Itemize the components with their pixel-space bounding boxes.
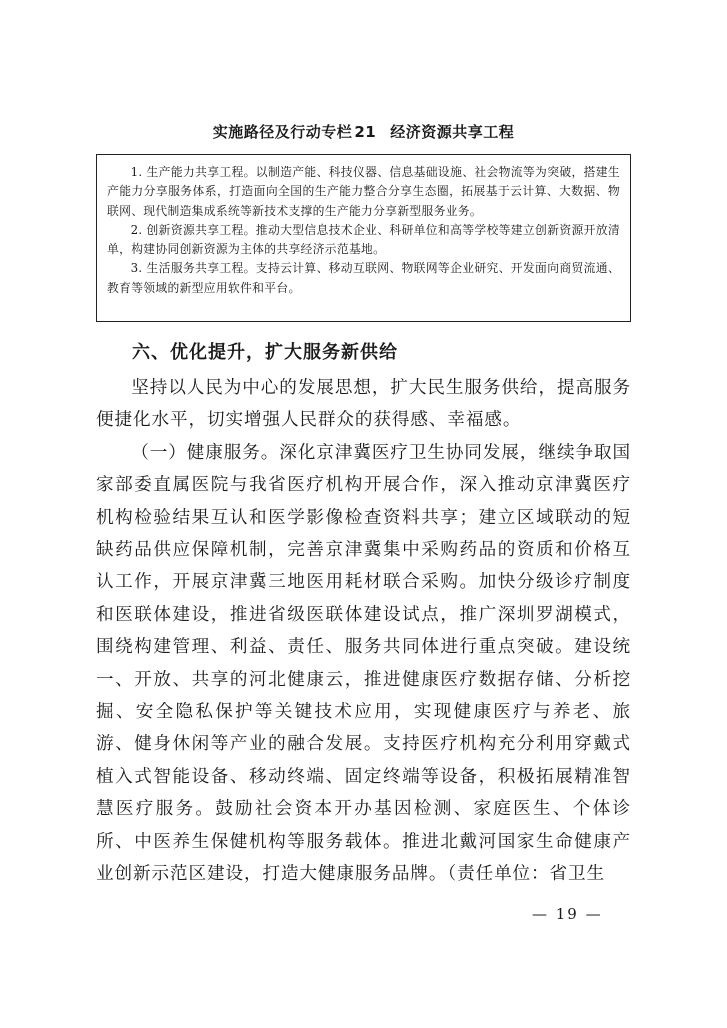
box-title-number: 21 — [354, 123, 377, 141]
box-item: 1. 生产能力共享工程。以制造产能、科技仪器、信息基础设施、社会物流等为突破，搭建生产能力分享服务体系，打造面向全国的生产能力整合分享生态圈，拓展基于云计算、大数据、物联网、现代制造集成系统等新技术支撑的生产能力分享新型服务业务。 — [107, 165, 620, 218]
box-title-prefix: 实施路径及行动专栏 — [212, 123, 353, 141]
box-title-name: 经济资源共享工程 — [390, 123, 515, 141]
project-box — [96, 154, 631, 322]
body-text — [96, 372, 631, 891]
paragraph: （一）健康服务。深化京津冀医疗卫生协同发展，继续争取国家部委直属医院与我省医疗机构开展合作，深入推动京津冀医疗机构检验结果互认和医学影像检查资料共享；建立区域联动的短缺药品供应保障机制，完善京津冀集中采购药品的资质和价格互认工作，开展京津冀三地医用耗材联合采购。加快分级诊疗制度和医联体建设，推进省级医联体建设试点，推广深圳罗湖模式，围绕构建管理、利益、责任、服务共同体进行重点突破。建设统一、开放、共享的河北健康云，推进健康医疗数据存储、分析挖掘、安全隐私保护等关键技术应用，实现健康医疗与养老、旅游、健身休闲等产业的融合发展。支持医疗机构充分利用穿戴式植入式智能设备、移动终端、固定终端等设备，积极拓展精准智慧医疗服务。鼓励社会资本开办基因检测、家庭医生、个体诊所、中医养生保健机构等服务载体。推进北戴河国家生命健康产业创新示范区建设，打造大健康服务品牌。（责任单位：省卫生 — [96, 442, 631, 885]
paragraph: 坚持以人民为中心的发展思想，扩大民生服务供给，提高服务便捷化水平，切实增强人民群众的获得感、幸福感。 — [96, 378, 631, 431]
box-title — [96, 121, 631, 142]
section-heading: 六、优化提升，扩大服务新供给 — [132, 342, 398, 363]
box-item: 3. 生活服务共享工程。支持云计算、移动互联网、物联网等企业研究、开发面向商贸流通、教育等领域的新型应用软件和平台。 — [107, 261, 620, 295]
page-number: — 19 — — [532, 905, 603, 923]
box-item: 2. 创新资源共享工程。推动大型信息技术企业、科研单位和高等学校等建立创新资源开放清单，构建协同创新资源为主体的共享经济示范基地。 — [107, 222, 620, 257]
